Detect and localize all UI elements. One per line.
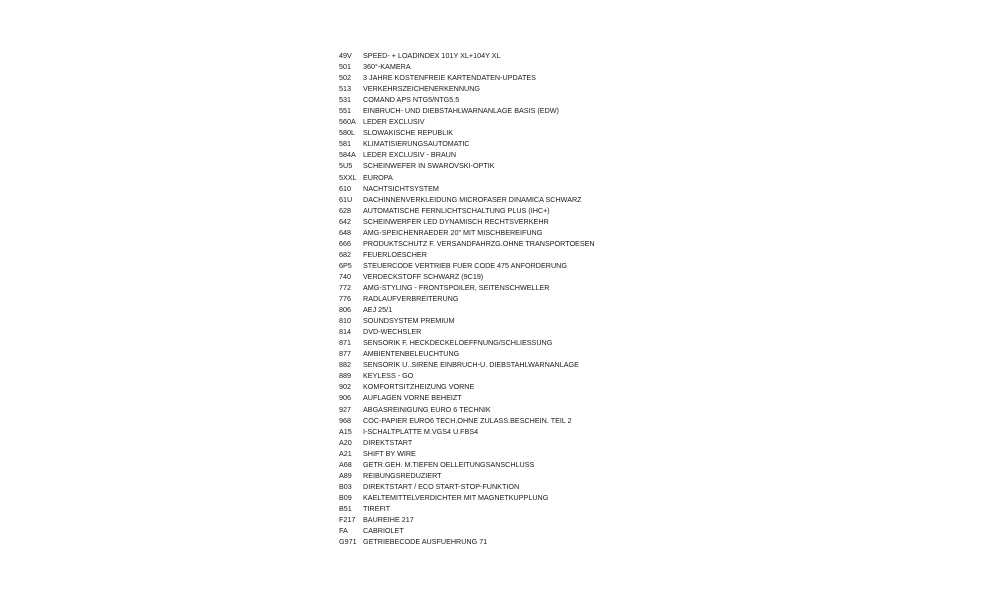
option-code: 968 [339,415,351,425]
option-row [339,503,669,514]
option-code: 814 [339,327,351,337]
option-code: 5XXL [339,172,357,182]
option-description: VERDECKSTOFF SCHWARZ (9C19) [363,271,484,281]
option-description: BAUREIHE 217 [363,514,414,524]
option-code: A89 [339,470,352,480]
option-row [339,293,669,304]
option-row [339,359,669,370]
option-row [339,105,669,116]
option-code: 581 [339,139,351,149]
option-row [339,404,669,415]
option-description: AMG-SPEICHENRAEDER 20" MIT MISCHBEREIFUNG [363,227,543,237]
option-description: KEYLESS - GO [363,371,414,381]
option-code: 5U5 [339,161,353,171]
option-code: 666 [339,238,351,248]
option-code: A68 [339,459,352,469]
option-code: 560A [339,117,356,127]
option-description: SLOWAKISCHE REPUBLIK [363,128,454,138]
option-row [339,83,669,94]
option-description: CABRIOLET [363,526,404,536]
option-code: 776 [339,294,351,304]
option-code: 806 [339,305,351,315]
option-code: B51 [339,503,352,513]
option-row [339,525,669,536]
equipment-code-list [339,50,669,547]
option-row [339,260,669,271]
option-description: SCHEINWERFER LED DYNAMISCH RECHTSVERKEHR [363,216,549,226]
option-row [339,304,669,315]
option-description: DIREKTSTART [363,437,413,447]
option-row [339,94,669,105]
option-description: KAELTEMITTELVERDICHTER MIT MAGNETKUPPLUNG [363,492,549,502]
option-description: EUROPA [363,172,393,182]
option-code: 902 [339,382,351,392]
option-code: 871 [339,338,351,348]
option-row [339,392,669,403]
option-row [339,536,669,547]
option-code: 502 [339,73,351,83]
option-code: B03 [339,481,352,491]
option-code: 551 [339,106,351,116]
option-row [339,116,669,127]
option-code: 682 [339,249,351,259]
option-code: A21 [339,448,352,458]
option-row [339,348,669,359]
option-code: B09 [339,492,352,502]
option-description: DIREKTSTART / ECO START-STOP-FUNKTION [363,481,520,491]
option-row [339,238,669,249]
option-row [339,315,669,326]
option-description: SENSORIK U..SIRENE EINBRUCH-U. DIEBSTAHLWARNANLAGE [363,360,579,370]
option-description: AUTOMATISCHE FERNLICHTSCHALTUNG PLUS (IHC+) [363,205,550,215]
option-row [339,127,669,138]
option-row [339,282,669,293]
option-code: 882 [339,360,351,370]
option-row [339,326,669,337]
option-description: 3 JAHRE KOSTENFREIE KARTENDATEN-UPDATES [363,73,536,83]
option-code: 580L [339,128,355,138]
option-description: ABGASREINIGUNG EURO 6 TECHNIK [363,404,491,414]
option-description: LEDER EXCLUSIV - BRAUN [363,150,457,160]
option-description: NACHTSICHTSYSTEM [363,183,439,193]
option-row [339,437,669,448]
option-description: LEDER EXCLUSIV [363,117,425,127]
option-description: RADLAUFVERBREITERUNG [363,294,459,304]
option-row [339,216,669,227]
option-description: SCHEINWEFER IN SWAROVSKI-OPTIK [363,161,495,171]
option-row [339,370,669,381]
option-row [339,227,669,238]
option-description: KLIMATISIERUNGSAUTOMATIC [363,139,470,149]
option-row [339,149,669,160]
option-code: 810 [339,316,351,326]
option-description: AEJ 25/1 [363,305,393,315]
option-code: 61U [339,194,353,204]
option-description: AMG-STYLING - FRONTSPOILER, SEITENSCHWELLER [363,282,550,292]
option-description: EINBRUCH- UND DIEBSTAHLWARNANLAGE BASIS (EDW) [363,106,559,116]
option-description: TIREFIT [363,503,391,513]
option-code: FA [339,526,348,536]
option-row [339,160,669,171]
option-code: 772 [339,282,351,292]
option-code: F217 [339,514,356,524]
option-description: REIBUNGSREDUZIERT [363,470,442,480]
option-row [339,72,669,83]
option-description: SHIFT BY WIRE [363,448,416,458]
option-row [339,470,669,481]
option-description: SPEED- + LOADINDEX 101Y XL+104Y XL [363,51,501,60]
option-code: 648 [339,227,351,237]
option-code: 889 [339,371,351,381]
option-description: COMAND APS NTG5/NTG5.5 [363,95,460,105]
option-description: COC-PAPIER EURO6 TECH.OHNE ZULASS.BESCHEIN. TEIL 2 [363,415,572,425]
option-code: 877 [339,349,351,359]
option-row [339,194,669,205]
option-code: 531 [339,95,351,105]
option-description: KOMFORTSITZHEIZUNG VORNE [363,382,475,392]
option-row [339,50,669,61]
option-description: GETR.GEH. M.TIEFEN OELLEITUNGSANSCHLUSS [363,459,535,469]
option-code: 642 [339,216,351,226]
option-code: 6P5 [339,260,352,270]
option-row [339,481,669,492]
option-code: 49V [339,51,352,60]
option-row [339,381,669,392]
option-description: I-SCHALTPLATTE M.VGS4 U.FBS4 [363,426,479,436]
option-code: 584A [339,150,356,160]
option-row [339,337,669,348]
option-row [339,249,669,260]
option-code: 513 [339,84,351,94]
option-row [339,138,669,149]
option-row [339,61,669,72]
option-description: 360°-KAMERA [363,62,411,72]
option-code: G971 [339,537,357,547]
option-code: 501 [339,62,351,72]
option-description: VERKEHRSZEICHENERKENNUNG [363,84,481,94]
option-code: A15 [339,426,352,436]
option-code: 740 [339,271,351,281]
option-row [339,172,669,183]
option-code: 628 [339,205,351,215]
option-row [339,514,669,525]
option-row [339,183,669,194]
option-code: 927 [339,404,351,414]
option-code: A20 [339,437,352,447]
option-row [339,426,669,437]
option-description: GETRIEBECODE AUSFUEHRUNG 71 [363,537,488,547]
option-description: PRODUKTSCHUTZ F. VERSANDFAHRZG.OHNE TRANSPORTOESEN [363,238,595,248]
option-description: AUFLAGEN VORNE BEHEIZT [363,393,462,403]
option-description: DACHINNENVERKLEIDUNG MICROFASER DINAMICA SCHWARZ [363,194,582,204]
option-code: 906 [339,393,351,403]
option-description: SOUNDSYSTEM PREMIUM [363,316,455,326]
option-description: DVD-WECHSLER [363,327,422,337]
option-description: STEUERCODE VERTRIEB FUER CODE 475 ANFORDERUNG [363,260,567,270]
option-row [339,415,669,426]
option-description: AMBIENTENBELEUCHTUNG [363,349,460,359]
option-row [339,271,669,282]
option-row [339,205,669,216]
option-description: FEUERLOESCHER [363,249,427,259]
option-row [339,492,669,503]
option-code: 610 [339,183,351,193]
option-row [339,459,669,470]
option-row [339,448,669,459]
option-description: SENSORIK F. HECKDECKELOEFFNUNG/SCHLIESSUNG [363,338,553,348]
